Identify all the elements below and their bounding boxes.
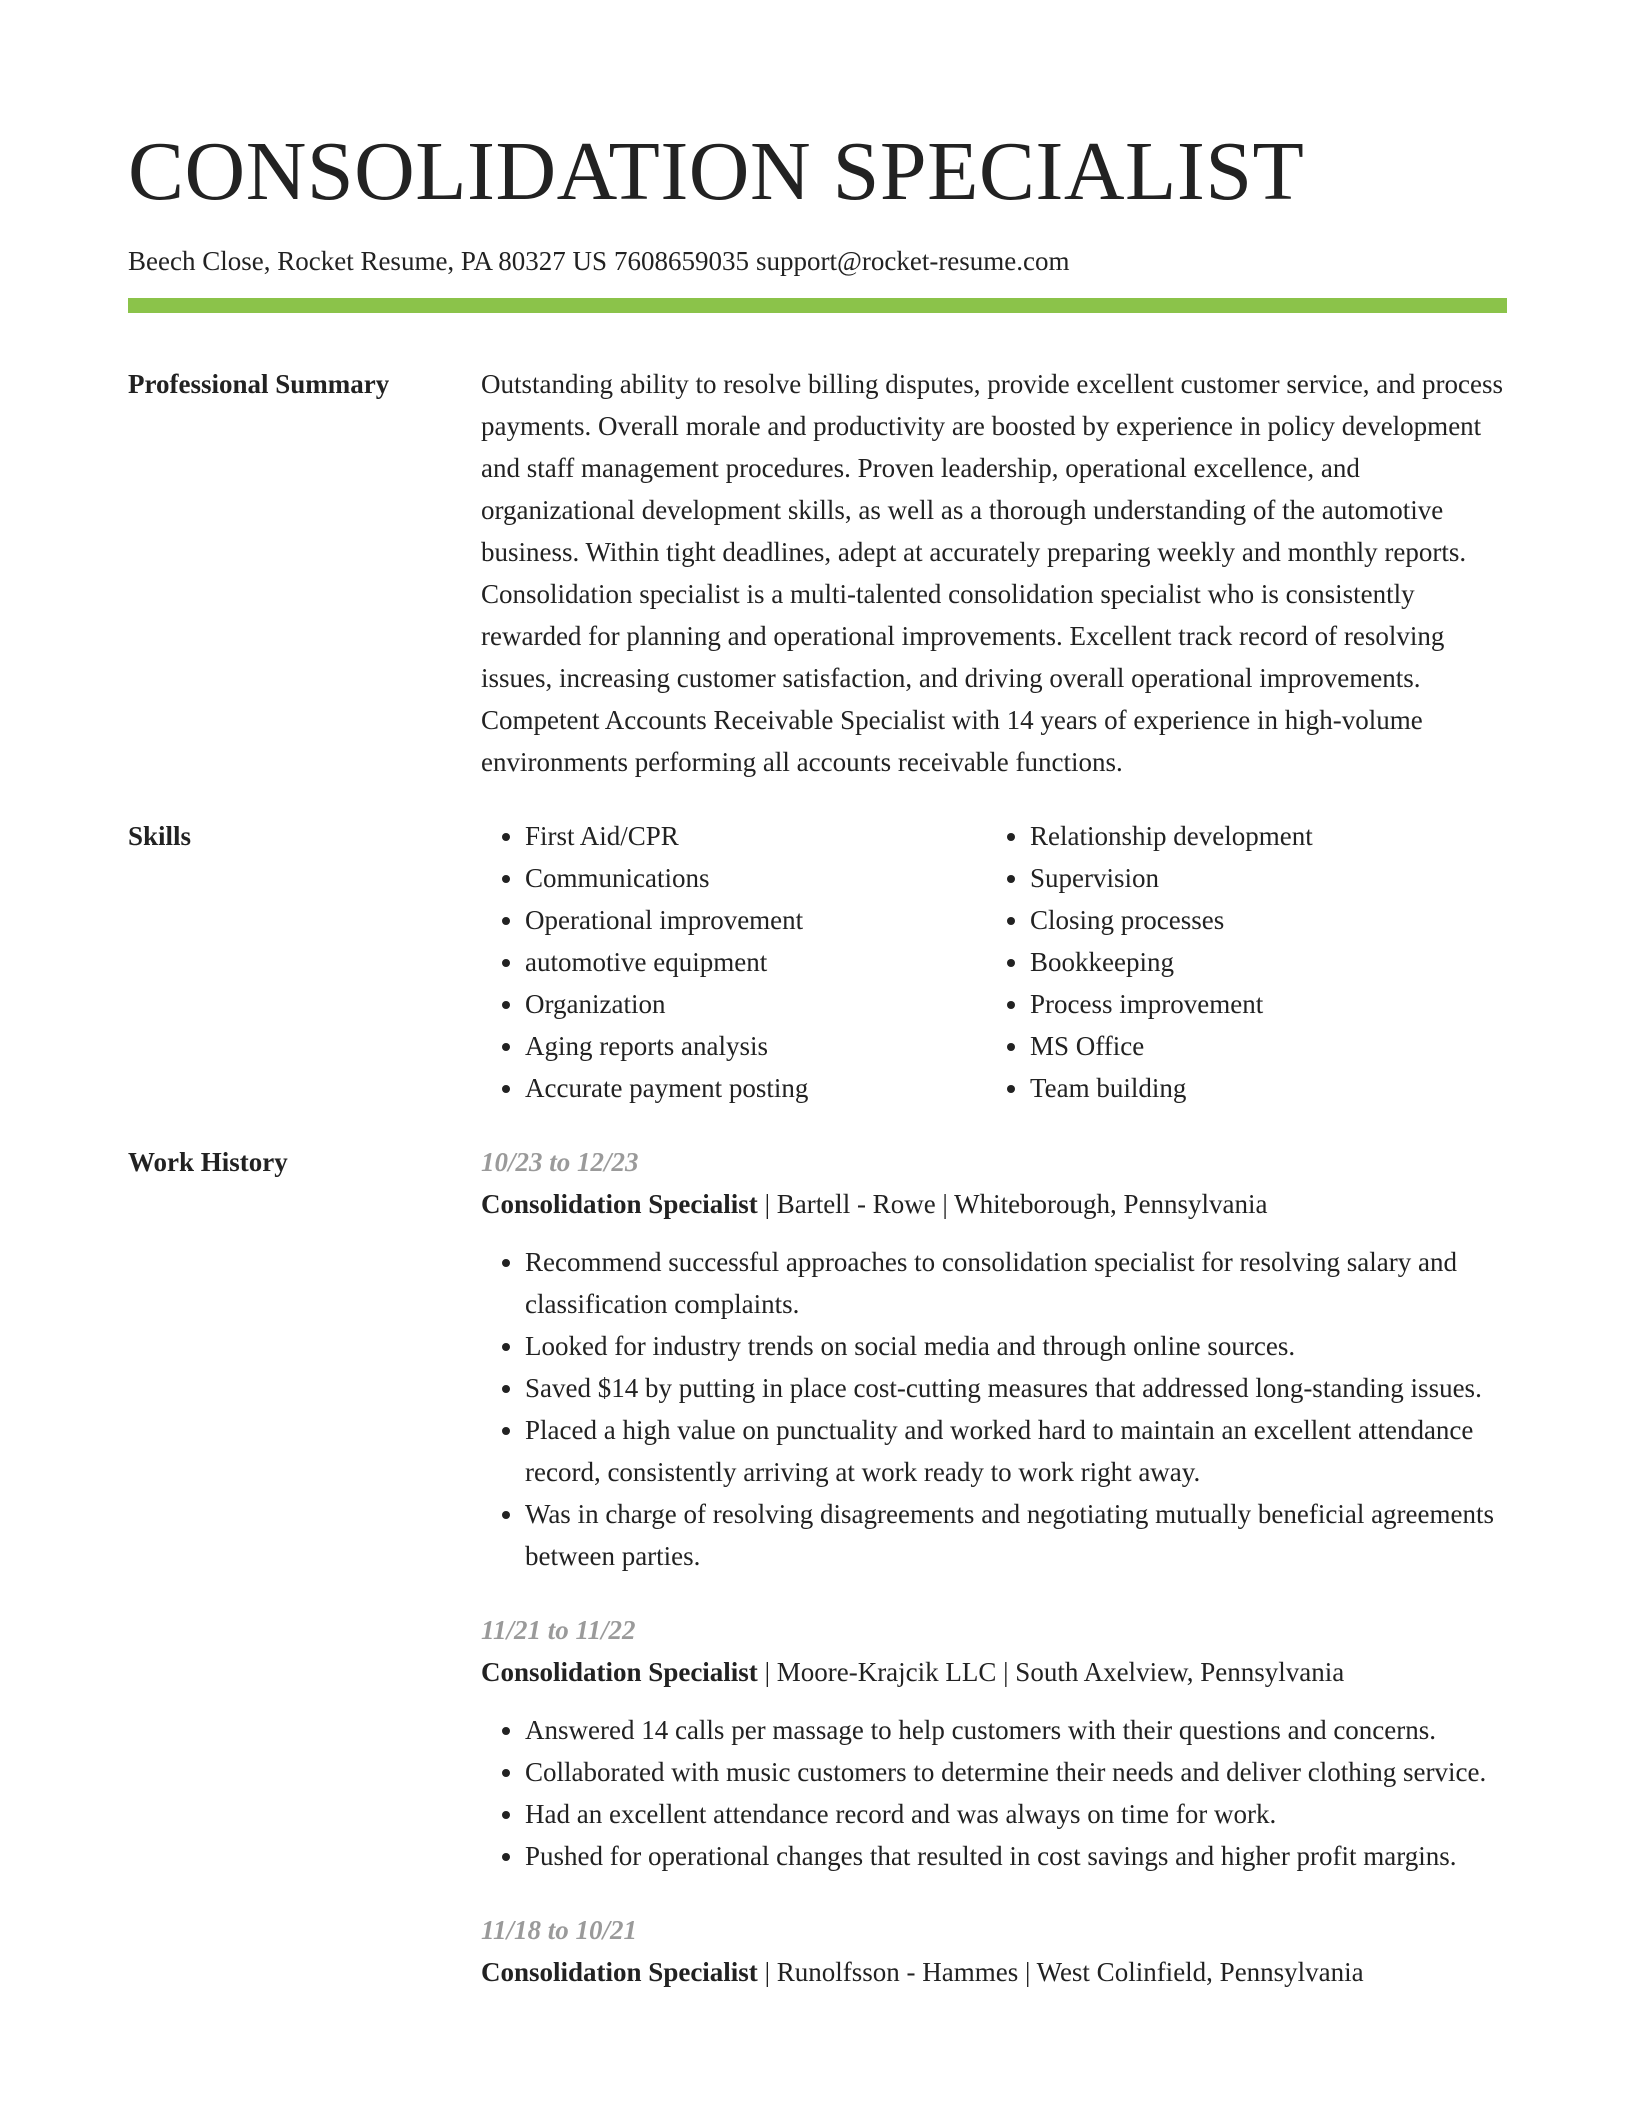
skill-item: • First Aid/CPR <box>525 815 985 857</box>
skills-list-left <box>481 815 985 1109</box>
job-heading <box>481 1651 1507 1693</box>
skill-item: • Accurate payment posting <box>525 1067 985 1109</box>
skill-item: • Operational improvement <box>525 899 985 941</box>
skills-section <box>128 815 1507 1109</box>
job-title: Consolidation Specialist <box>481 1189 758 1219</box>
resume-page <box>128 0 1507 1993</box>
job-bullet: • Pushed for operational changes that resulted in cost savings and higher profit margins. <box>525 1835 1507 1877</box>
contact-address: Beech Close, Rocket Resume, PA 80327 US <box>128 246 607 276</box>
skill-item: • Process improvement <box>1030 983 1490 1025</box>
job-bullets <box>481 1241 1507 1577</box>
skill-item: • Communications <box>525 857 985 899</box>
work-history-section <box>128 1141 1507 1993</box>
job-dates: 11/21 to 11/22 <box>481 1615 636 1645</box>
contact-email: support@rocket-resume.com <box>756 246 1070 276</box>
job-bullet: • Answered 14 calls per massage to help customers with their questions and concerns. <box>525 1709 1507 1751</box>
skill-item: • Aging reports analysis <box>525 1025 985 1067</box>
job-dates: 10/23 to 12/23 <box>481 1147 639 1177</box>
summary-section <box>128 363 1507 783</box>
skills-heading: Skills <box>128 821 192 851</box>
job-bullets <box>481 1709 1507 1877</box>
job-bullet: • Saved $14 by putting in place cost-cutting measures that addressed long-standing issues. <box>525 1367 1507 1409</box>
job-details: | Runolfsson - Hammes | West Colinfield, Pennsylvania <box>757 1957 1364 1987</box>
contact-line <box>128 244 1507 278</box>
job-heading <box>481 1951 1507 1993</box>
skills-list-right <box>985 815 1490 1109</box>
job-dates: 11/18 to 10/21 <box>481 1915 638 1945</box>
skill-item: • MS Office <box>1030 1025 1490 1067</box>
job-entry <box>481 1909 1507 1993</box>
job-bullet: • Was in charge of resolving disagreements and negotiating mutually beneficial agreements between parties. <box>525 1493 1507 1577</box>
job-bullet: • Placed a high value on punctuality and worked hard to maintain an excellent attendance record, consistently arriving at work ready to work right away. <box>525 1409 1507 1493</box>
job-title: Consolidation Specialist <box>481 1957 758 1987</box>
job-heading <box>481 1183 1507 1225</box>
job-entry <box>481 1609 1507 1877</box>
skill-item: • Closing processes <box>1030 899 1490 941</box>
header-divider <box>128 298 1507 313</box>
work-history-body <box>481 1141 1507 1993</box>
skill-item: • Relationship development <box>1030 815 1490 857</box>
skills-columns <box>481 815 1507 1109</box>
summary-heading: Professional Summary <box>128 369 390 399</box>
resume-name: CONSOLIDATION SPECIALIST <box>128 125 1305 218</box>
job-details: | Bartell - Rowe | Whiteborough, Pennsylvania <box>757 1189 1268 1219</box>
job-bullet: • Recommend successful approaches to consolidation specialist for resolving salary and classification complaints. <box>525 1241 1507 1325</box>
skill-item: • Organization <box>525 983 985 1025</box>
skill-item: • Team building <box>1030 1067 1490 1109</box>
skill-item: • Supervision <box>1030 857 1490 899</box>
job-bullet: • Collaborated with music customers to determine their needs and deliver clothing service. <box>525 1751 1507 1793</box>
summary-text: Outstanding ability to resolve billing disputes, provide excellent customer service, and process payments. Overall morale and productivity are boosted by experience in policy development and staff management procedures. Proven leadership, operational excellence, and organizational development skills, as well as a thorough understanding of the automotive business. Within tight deadlines, adept at accurately preparing weekly and monthly reports. Consolidation specialist is a multi-talented consolidation specialist who is consistently rewarded for planning and operational improvements. Excellent track record of resolving issues, increasing customer satisfaction, and driving overall operational improvements. Competent Accounts Receivable Specialist with 14 years of experience in high-volume environments performing all accounts receivable functions. <box>481 369 1504 777</box>
job-entry <box>481 1141 1507 1577</box>
job-title: Consolidation Specialist <box>481 1657 758 1687</box>
work-history-heading: Work History <box>128 1147 288 1177</box>
skill-item: • automotive equipment <box>525 941 985 983</box>
job-bullet: • Had an excellent attendance record and was always on time for work. <box>525 1793 1507 1835</box>
job-bullet: • Looked for industry trends on social media and through online sources. <box>525 1325 1507 1367</box>
job-details: | Moore-Krajcik LLC | South Axelview, Pennsylvania <box>757 1657 1345 1687</box>
skill-item: • Bookkeeping <box>1030 941 1490 983</box>
contact-phone: 7608659035 <box>614 246 749 276</box>
